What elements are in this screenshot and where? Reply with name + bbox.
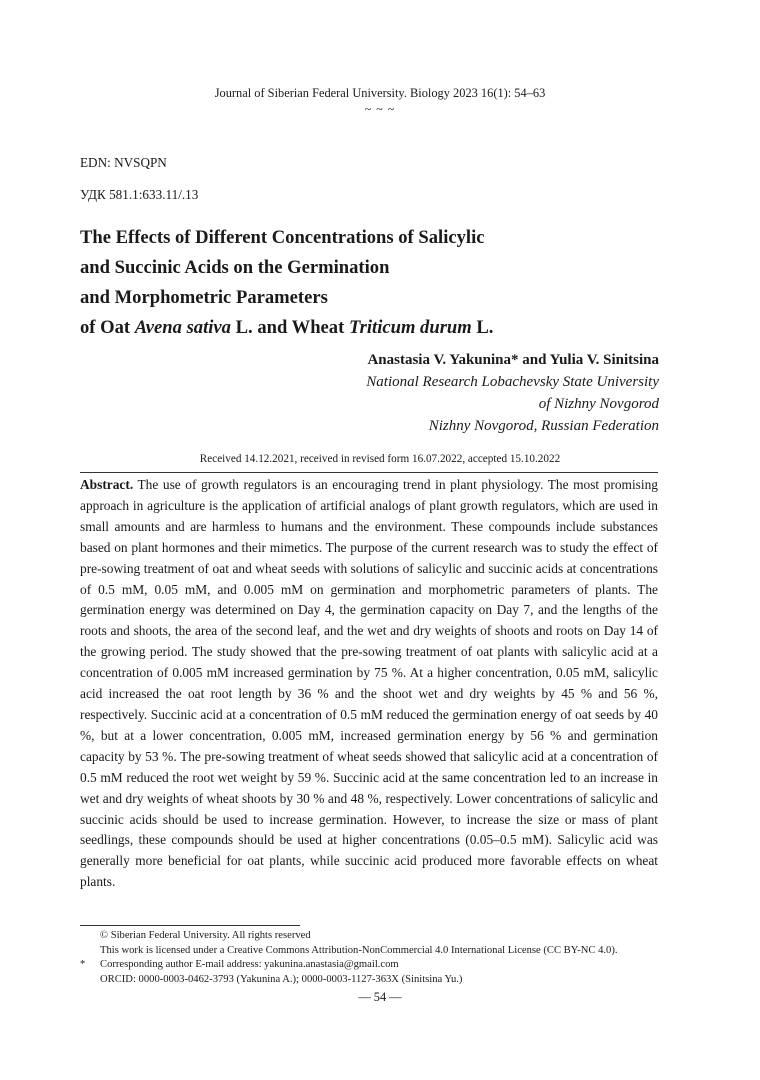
affiliation-line-3: Nizhny Novgorod, Russian Federation <box>428 418 659 434</box>
header-separator: ~ ~ ~ <box>364 102 396 116</box>
affiliation-line-1: National Research Lobachevsky State University <box>366 374 659 390</box>
title-text: L. and Wheat <box>230 317 349 338</box>
edn-identifier: EDN: NVSQPN <box>80 155 167 170</box>
title-line-1: The Effects of Different Concentrations of Salicylic <box>80 227 485 248</box>
title-line-2: and Succinic Acids on the Germination <box>80 257 390 278</box>
corresponding-email: Corresponding author E-mail address: yakunina.anastasia@gmail.com <box>100 959 399 971</box>
journal-citation: Journal of Siberian Federal University. Biology 2023 16(1): 54–63 <box>214 86 546 100</box>
abstract-label: Abstract. <box>80 477 134 492</box>
abstract <box>80 475 658 893</box>
title-line-3: and Morphometric Parameters <box>80 287 328 308</box>
footnote-divider <box>80 925 300 926</box>
abstract-divider <box>80 472 658 473</box>
corresponding-note <box>80 958 680 973</box>
abstract-text: The use of growth regulators is an encouraging trend in plant physiology. The most promising approach in agriculture is the application of artificial analogs of plant growth regulators, which are used in small amounts and are harmless to humans and the environment. These compounds include substances based on plant hormones and their mimetics. The purpose of the current research was to study the effect of pre-sowing treatment of oat and wheat seeds with solutions of salicylic and succinic acids at concentrations of 0.5 mM, 0.05 mM, and 0.005 mM on germination and morphometric parameters of plants. The germination energy was determined on Day 4, the germination capacity on Day 7, and the lengths of the roots and shoots, the area of the second leaf, and the wet and dry weights of shoots and roots on Day 14 of the growing period. The study showed that the pre-sowing treatment of oat plants with salicylic acid at a concentration of 0.005 mM increased germination by 75 %. At a higher concentration, 0.05 mM, salicylic acid increased the oat root length by 36 % and the shoot wet and dry weights by 45 % and 56 %, respectively. Succinic acid at a concentration of 0.5 mM reduced the germination energy of oat seeds by 40 %, but at a lower concentration, 0.005 mM, increased germination energy by 56 % and germination capacity by 53 %. The pre-sowing treatment of wheat seeds showed that salicylic acid at a concentration of 0.5 mM reduced the root wet weight by 59 %. Succinic acid at the same concentration led to an increase in wet and dry weights of wheat shoots by 30 % and 48 %, respectively. Lower concentrations of salicylic and succinic acids should be used to increase germination. However, to increase the size or mass of plant seedlings, these compounds should be used at higher concentrations (0.05–0.5 mM). Salicylic acid was generally more beneficial for oat plants, while succinic acid produced more favorable effects on wheat plants. <box>80 477 658 890</box>
author-names: Anastasia V. Yakunina* and Yulia V. Sinitsina <box>367 352 659 368</box>
footnotes <box>80 929 680 987</box>
species-name-oat: Avena sativa <box>134 317 231 338</box>
article-title <box>80 223 680 343</box>
footnote-star: * <box>80 959 86 971</box>
title-line-4 <box>80 313 680 343</box>
page-number: — 54 — <box>358 990 402 1004</box>
affiliation-line-2: of Nizhny Novgorod <box>538 396 659 412</box>
copyright-note: © Siberian Federal University. All rights reserved <box>100 930 311 941</box>
title-text: L. <box>471 317 494 338</box>
received-dates: Received 14.12.2021, received in revised form 16.07.2022, accepted 15.10.2022 <box>199 453 561 465</box>
author-block <box>366 349 659 437</box>
license-note: This work is licensed under a Creative Commons Attribution-NonCommercial 4.0 International License (CC BY-NC 4.0). <box>100 944 618 956</box>
orcid-note: ORCID: 0000-0003-0462-3793 (Yakunina A.); 0000-0003-1127-363X (Sinitsina Yu.) <box>100 973 463 985</box>
udk-identifier: УДК 581.1:633.11/.13 <box>80 187 199 202</box>
title-text: of Oat <box>80 317 135 338</box>
species-name-wheat: Triticum durum <box>348 317 472 338</box>
